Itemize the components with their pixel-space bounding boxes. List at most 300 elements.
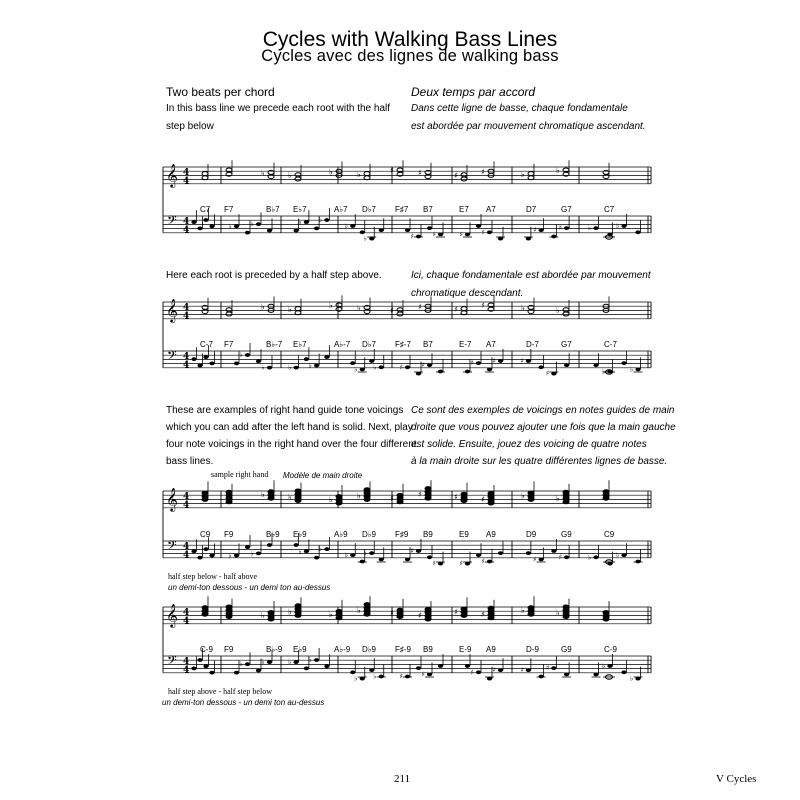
sharp-icon: ♯ [470, 359, 474, 368]
system-3-caption-fr: un demi-ton dessous - un demi ton au-dessus [168, 583, 331, 592]
bass-note [209, 224, 214, 228]
flat-icon: ♭ [357, 169, 361, 179]
time-signature: 4 [183, 352, 190, 362]
chord-symbol: F7 [224, 205, 234, 214]
bass-note [427, 226, 432, 230]
treble-note [461, 307, 467, 311]
flat-icon: ♭ [228, 551, 232, 560]
chord-symbol: G9 [561, 645, 572, 654]
time-signature: 4 [183, 360, 190, 371]
treble-clef-icon: 𝄞 [166, 298, 178, 322]
bass-note [526, 668, 531, 672]
flat-icon: ♭ [602, 662, 606, 670]
bass-note [551, 549, 556, 553]
sharp-icon: ♯ [454, 607, 458, 617]
chord-symbol: D♭9 [362, 530, 376, 539]
sharp-icon: ♯ [454, 492, 458, 502]
treble-note [226, 605, 232, 609]
sharp-icon: ♯ [481, 609, 485, 619]
sample-label-fr: Modèle de main droite [283, 471, 363, 480]
sharp-icon: ♯ [432, 230, 436, 239]
bass-note [191, 220, 196, 224]
bass-note [498, 359, 503, 363]
bass-note [551, 666, 556, 670]
chord-symbol: E♭7 [293, 205, 307, 214]
bass-note [245, 353, 250, 357]
chord-symbol: E-9 [459, 645, 472, 654]
treble-note [364, 172, 370, 176]
time-signature: 4 [183, 500, 190, 511]
sharp-icon: ♯ [390, 608, 394, 618]
chord-symbol: A9 [486, 530, 496, 539]
chord-symbol: A♭9 [334, 530, 348, 539]
bass-note [369, 551, 374, 555]
chord-symbol: E9 [459, 530, 469, 539]
bass-note [203, 664, 208, 668]
bass-note [360, 560, 365, 564]
bass-note [427, 555, 432, 559]
time-signature: 4 [183, 616, 190, 627]
chord-symbol: A9 [486, 645, 496, 654]
flat-icon: ♭ [357, 606, 361, 616]
bass-note [416, 666, 421, 670]
sharp-icon: ♯ [418, 302, 422, 312]
flat-icon: ♭ [288, 492, 292, 502]
chord-symbol: E-7 [459, 340, 472, 349]
bass-note [324, 664, 329, 668]
flat-icon: ♭ [239, 351, 243, 359]
flat-icon: ♭ [354, 365, 358, 374]
text-fr: à la main droite sur les quatre différentes lignes de basse. [411, 456, 668, 467]
bass-note [209, 362, 214, 366]
sharp-icon: ♯ [418, 490, 422, 500]
bass-note [539, 558, 544, 562]
sharp-icon: ♯ [520, 357, 524, 365]
chord-symbol: E♭9 [293, 530, 307, 539]
bass-note [203, 355, 208, 359]
chord-symbol: A♭-7 [334, 340, 351, 349]
treble-note [563, 308, 569, 312]
text-en: bass lines. [166, 456, 214, 467]
bass-note [304, 220, 309, 224]
bass-note [498, 668, 503, 672]
sharp-icon: ♯ [481, 167, 485, 177]
bass-note [314, 364, 319, 368]
flat-icon: ♭ [357, 491, 361, 501]
bass-note [379, 558, 384, 562]
chord-symbol: A7 [486, 340, 496, 349]
bass-note [350, 224, 355, 228]
flat-icon: ♭ [250, 549, 254, 558]
flat-icon: ♭ [239, 660, 243, 669]
flat-icon: ♭ [261, 168, 265, 178]
sharp-icon: ♯ [481, 495, 485, 504]
time-signature: 4 [183, 311, 190, 322]
chord-symbol: F9 [224, 645, 234, 654]
bass-note [465, 233, 470, 237]
bass-note [234, 554, 239, 558]
chord-symbol: D♭7 [362, 340, 376, 349]
chord-symbol: C7 [604, 205, 615, 214]
chord-symbol: E♭9 [293, 645, 307, 654]
bass-note [294, 660, 299, 664]
flat-icon: ♭ [329, 609, 333, 619]
chord-symbol: A♭7 [334, 205, 348, 214]
flat-icon: ♭ [329, 301, 333, 311]
flat-icon: ♭ [521, 169, 525, 179]
treble-note [461, 492, 467, 496]
bass-note [360, 368, 365, 372]
chord-symbol: G7 [561, 340, 572, 349]
bass-note [294, 366, 299, 370]
flat-icon: ♭ [357, 303, 361, 313]
treble-note [202, 176, 208, 180]
system-4-caption-en: half step above - half step below [168, 687, 272, 696]
sharp-icon: ♯ [481, 301, 485, 311]
treble-note [397, 312, 403, 316]
bass-clef-icon: 𝄢 [167, 348, 177, 366]
bass-note [498, 551, 503, 555]
time-signature: 4 [183, 168, 190, 178]
bass-note [256, 222, 261, 226]
sharp-icon: ♯ [470, 668, 474, 677]
treble-note [336, 609, 342, 613]
treble-clef-icon: 𝄞 [166, 163, 178, 187]
bass-note [526, 359, 531, 363]
flat-icon: ♭ [288, 607, 292, 617]
treble-note [336, 495, 342, 499]
flat-icon: ♭ [250, 220, 254, 229]
time-signature: 4 [183, 550, 190, 561]
bass-note [465, 370, 470, 374]
flat-icon: ♭ [373, 363, 377, 372]
bass-note [245, 545, 250, 549]
flat-icon: ♭ [630, 674, 634, 683]
flat-icon: ♭ [298, 218, 302, 227]
text-fr: est solide. Ensuite, jouez des voicing de quatre notes [411, 439, 647, 450]
chord-symbol: D-9 [526, 645, 539, 654]
chord-symbol: B♭9 [266, 530, 280, 539]
flat-icon: ♭ [373, 672, 377, 681]
treble-note [268, 611, 274, 615]
flat-icon: ♭ [288, 658, 292, 667]
sharp-icon: ♯ [418, 611, 422, 620]
flat-icon: ♭ [261, 658, 265, 667]
sharp-icon: ♯ [421, 361, 425, 370]
sharp-icon: ♯ [410, 547, 414, 555]
sharp-icon: ♯ [390, 493, 394, 503]
treble-note [268, 490, 274, 494]
bass-note [416, 549, 421, 553]
bass-note [438, 233, 443, 237]
bass-note [621, 553, 626, 557]
bass-note [539, 228, 544, 232]
bass-note [209, 554, 214, 558]
sharp-icon: ♯ [454, 171, 458, 180]
bass-note [203, 218, 208, 222]
bass-note [427, 673, 432, 677]
bass-note [405, 675, 410, 679]
page-title: Cycles with Walking Bass Lines [262, 28, 558, 51]
flat-icon: ♭ [630, 365, 634, 374]
bass-note [256, 359, 261, 363]
bass-note [405, 558, 410, 562]
flat-icon: ♭ [521, 606, 525, 616]
treble-clef-icon: 𝄞 [166, 603, 178, 627]
treble-note [295, 489, 301, 493]
system-3-caption-en: half step below - half above [168, 572, 258, 581]
chord-symbol: B9 [423, 530, 433, 539]
heading-en: Two beats per chord [166, 85, 275, 99]
time-signature: 4 [183, 608, 190, 618]
heading-fr: Deux temps par accord [411, 85, 536, 99]
bass-note [234, 224, 239, 228]
sharp-icon: ♯ [533, 226, 537, 235]
treble-note [425, 487, 431, 491]
chord-symbol: C7 [200, 205, 211, 214]
chord-symbol: C9 [604, 530, 615, 539]
chord-symbol: C-9 [604, 645, 617, 654]
sharp-icon: ♯ [390, 166, 394, 176]
sharp-icon: ♯ [432, 559, 436, 568]
flat-icon: ♭ [602, 367, 606, 376]
bass-note [234, 362, 239, 366]
treble-note [425, 607, 431, 611]
flat-icon: ♭ [308, 656, 312, 664]
flat-icon: ♭ [616, 222, 620, 230]
sharp-icon: ♯ [421, 670, 425, 679]
bass-note [203, 547, 208, 551]
time-signature: 4 [183, 542, 190, 552]
treble-note [461, 311, 467, 315]
treble-note [202, 606, 208, 610]
chord-symbol: D9 [526, 530, 537, 539]
bass-note [324, 218, 329, 222]
treble-note [226, 490, 232, 494]
bass-note [476, 224, 481, 228]
bass-note [438, 664, 443, 668]
text-en: four note voicings in the right hand over the four different [166, 439, 417, 450]
sample-label-en: sample right hand [211, 470, 269, 479]
sharp-icon: ♯ [545, 369, 550, 378]
flat-icon: ♭ [363, 234, 368, 243]
bass-note [197, 658, 202, 662]
chord-symbol: A♭-9 [334, 645, 351, 654]
time-signature: 4 [183, 225, 190, 236]
time-signature: 4 [183, 176, 190, 187]
sharp-icon: ♯ [399, 363, 403, 372]
time-signature: 4 [183, 665, 190, 676]
treble-note [461, 177, 467, 181]
treble-note [528, 172, 534, 176]
treble-note [528, 606, 534, 610]
treble-note [364, 176, 370, 180]
bass-note [267, 229, 272, 233]
text-fr: Dans cette ligne de basse, chaque fondamentale [411, 103, 628, 114]
bass-note [245, 231, 250, 235]
sharp-icon: ♯ [520, 666, 524, 675]
bass-note [593, 673, 598, 677]
time-signature: 4 [183, 492, 190, 502]
bass-note [593, 363, 598, 367]
bass-note [324, 355, 329, 359]
sharp-icon: ♯ [418, 168, 422, 178]
flat-icon: ♭ [556, 306, 560, 315]
treble-note [563, 312, 569, 316]
bass-note [314, 658, 319, 662]
treble-note [528, 491, 534, 495]
chord-symbol: D7 [526, 205, 537, 214]
bass-note [635, 560, 640, 564]
treble-note [563, 490, 569, 494]
bass-note [621, 361, 626, 365]
bass-clef-icon: 𝄢 [167, 653, 177, 671]
flat-icon: ♭ [521, 491, 525, 501]
chord-symbol: B9 [423, 645, 433, 654]
treble-note [295, 177, 301, 181]
bass-note [314, 227, 319, 231]
chord-symbol: D♭7 [362, 205, 376, 214]
bass-note [593, 555, 598, 559]
bass-note [621, 224, 626, 228]
bass-note [476, 553, 481, 557]
sharp-icon: ♯ [492, 357, 496, 365]
treble-note [563, 605, 569, 609]
treble-note [226, 308, 232, 312]
flat-icon: ♭ [556, 608, 560, 618]
treble-note [202, 172, 208, 176]
sharp-icon: ♯ [545, 664, 550, 673]
bass-note [256, 669, 261, 673]
bass-note [191, 549, 196, 553]
system-4-caption-fr: un demi-ton dessous - un demi ton au-dessus [162, 698, 325, 707]
treble-note [295, 307, 301, 311]
bass-note [405, 228, 410, 232]
bass-note [314, 556, 319, 560]
sharp-icon: ♯ [459, 230, 463, 239]
sharp-icon: ♯ [492, 666, 496, 675]
sharp-icon: ♯ [454, 304, 458, 314]
text-en: These are examples of right hand guide tone voicings [166, 405, 404, 416]
treble-note [528, 176, 534, 180]
treble-note [461, 607, 467, 611]
flat-icon: ♭ [288, 363, 292, 372]
flat-icon: ♭ [228, 222, 232, 231]
page-number: 211 [394, 773, 411, 785]
bass-note [209, 671, 214, 675]
bass-note [564, 673, 569, 677]
treble-clef-icon: 𝄞 [166, 487, 178, 511]
bass-note [197, 364, 202, 368]
flat-icon: ♭ [288, 304, 292, 314]
chord-symbol: C9 [200, 530, 211, 539]
bass-note [476, 670, 481, 674]
text-en: Here each root is preceded by a half step above. [166, 270, 382, 281]
chord-symbol: B7 [423, 340, 433, 349]
flat-icon: ♭ [329, 167, 333, 177]
bass-note [245, 662, 250, 666]
flat-icon: ♭ [308, 361, 312, 370]
flat-icon: ♭ [344, 222, 349, 230]
chord-symbol: B♭-9 [266, 645, 283, 654]
bass-note [256, 552, 261, 556]
chord-symbol: F♯-9 [395, 645, 411, 654]
chord-symbol: B7 [423, 205, 433, 214]
sharp-icon: ♯ [390, 306, 394, 315]
chord-symbol: B♭-7 [266, 340, 283, 349]
time-signature: 4 [183, 303, 190, 313]
sharp-icon: ♯ [558, 553, 563, 562]
bass-note [350, 553, 355, 557]
bass-note [564, 226, 569, 230]
bass-note [191, 667, 196, 671]
flat-icon: ♭ [616, 551, 620, 560]
chord-symbol: F♯-7 [395, 340, 411, 349]
bass-note [304, 667, 309, 671]
text-fr: Ici, chaque fondamentale est abordée par mouvement [411, 270, 651, 281]
chord-symbol: F♯7 [395, 205, 409, 214]
bass-note [416, 235, 421, 239]
text-fr: est abordée par mouvement chromatique ascendant. [411, 121, 646, 132]
bass-note [379, 675, 384, 679]
flat-icon: ♭ [354, 674, 358, 683]
treble-note [295, 604, 301, 608]
chord-symbol: E7 [459, 205, 469, 214]
bass-note [294, 229, 299, 233]
sharp-icon: ♯ [481, 557, 485, 566]
flat-icon: ♭ [521, 303, 525, 313]
treble-note [397, 608, 403, 612]
bass-note [267, 366, 272, 370]
bass-note [197, 227, 202, 231]
bass-note [304, 549, 309, 553]
bass-note [593, 226, 598, 230]
chord-symbol: D-7 [526, 340, 539, 349]
treble-note [461, 173, 467, 177]
chord-symbol: C-9 [200, 645, 213, 654]
treble-note [202, 491, 208, 495]
bass-note [267, 543, 272, 547]
flat-icon: ♭ [588, 553, 592, 562]
bass-note [635, 230, 640, 234]
bass-note [476, 361, 481, 365]
treble-note [364, 603, 370, 607]
bass-note [427, 363, 432, 367]
chord-symbol: F9 [224, 530, 234, 539]
bass-note [487, 368, 492, 372]
bass-note [487, 560, 492, 564]
text-fr: Ce sont des exemples de voicings en notes guides de main [411, 405, 675, 416]
chord-symbol: F7 [224, 340, 234, 349]
text-en: In this bass line we precede each root with the half [166, 103, 391, 114]
chord-symbol: A7 [486, 205, 496, 214]
flat-icon: ♭ [588, 224, 592, 233]
chord-symbol: D♭9 [362, 645, 376, 654]
flat-icon: ♭ [318, 545, 323, 554]
bass-clef-icon: 𝄢 [167, 213, 177, 231]
flat-icon: ♭ [261, 490, 265, 500]
time-signature: 4 [183, 657, 190, 667]
bass-note [191, 357, 196, 361]
flat-icon: ♭ [363, 549, 368, 558]
treble-note [295, 173, 301, 177]
bass-note [621, 670, 626, 674]
sharp-icon: ♯ [481, 228, 485, 237]
bass-note [197, 556, 202, 560]
treble-note [397, 493, 403, 497]
flat-icon: ♭ [261, 302, 265, 312]
flat-icon: ♭ [318, 216, 323, 224]
